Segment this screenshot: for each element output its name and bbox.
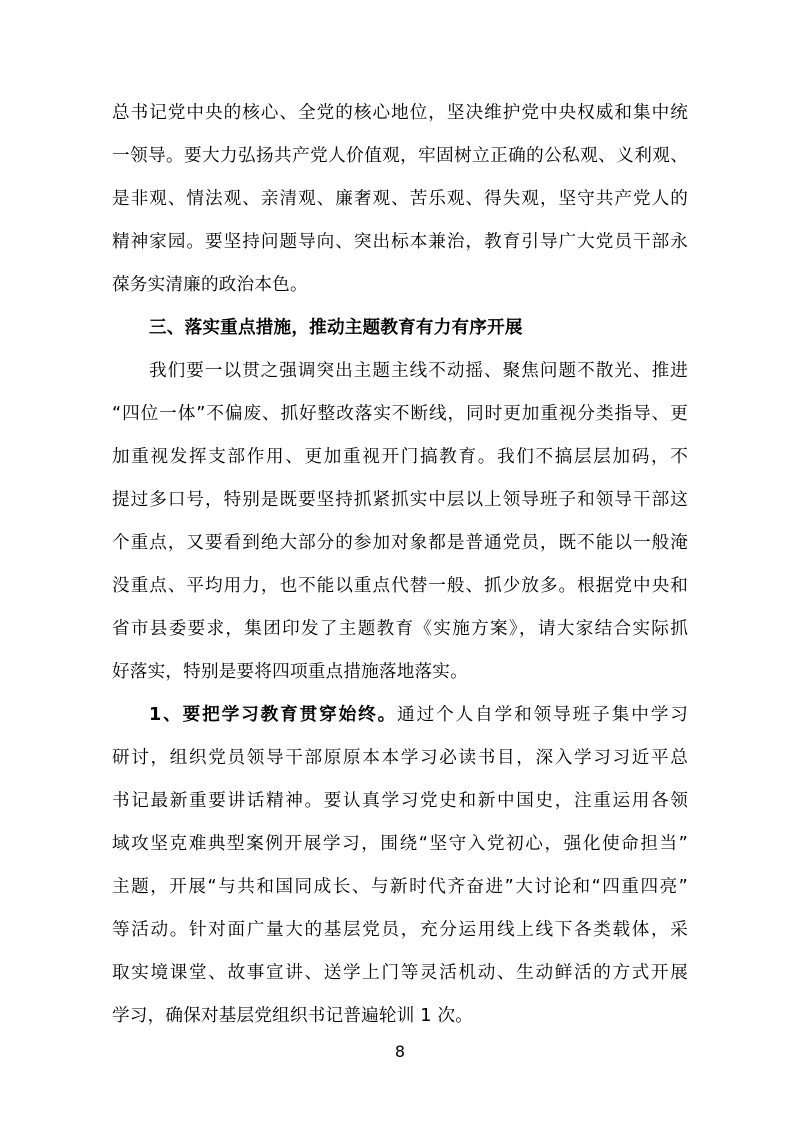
text-run: 省市县委要求，集团印发了主题教育《实施方案》，请大家结合实际抓: [112, 619, 688, 639]
body-text-line: [112, 178, 688, 221]
text-run: 没重点、平均用力，也不能以重点代替一般、抓少放多。根据党中央和: [112, 576, 688, 596]
body-text-line: [112, 436, 688, 479]
body-text-line: [112, 135, 688, 178]
body-text-line: [112, 393, 688, 436]
text-run: 主题，开展“与共和国同成长、与新时代齐奋进”大讨论和“四重四亮”: [112, 877, 688, 897]
body-text-line: [112, 565, 688, 608]
body-text-line: [112, 694, 688, 737]
body-text-line: [112, 92, 688, 135]
text-run: 提过多口号，特别是既要坚持抓紧抓实中层以上领导班子和领导干部这: [112, 490, 688, 510]
text-run: 精神家园。要坚持问题导向、突出标本兼治，教育引导广大党员干部永: [112, 232, 688, 252]
body-text-line: [112, 522, 688, 565]
body-text-line: [112, 479, 688, 522]
body-text-line: [112, 952, 688, 995]
text-run: 总书记党中央的核心、全党的核心地位，坚决维护党中央权威和集中统: [112, 103, 688, 123]
text-run: 葆务实清廉的政治本色。: [112, 275, 308, 295]
text-body: [112, 92, 688, 1038]
text-run: 学习，确保对基层党组织书记普遍轮训 1 次。: [112, 1006, 474, 1026]
body-text-line: [112, 737, 688, 780]
text-run: 我们要一以贯之强调突出主题主线不动摇、聚焦问题不散光、推进: [149, 361, 688, 381]
text-run: 一领导。要大力弘扬共产党人价值观，牢固树立正确的公私观、义利观、: [112, 146, 688, 166]
body-text-line: [112, 995, 688, 1038]
text-run: 好落实，特别是要将四项重点措施落地落实。: [112, 662, 468, 682]
body-text-line: [112, 221, 688, 264]
text-run: 通过个人自学和领导班子集中学习: [397, 705, 688, 725]
text-run: 书记最新重要讲话精神。要认真学习党史和新中国史，注重运用各领: [112, 791, 688, 811]
section-heading-line: [112, 307, 688, 350]
text-run: 域攻坚克难典型案例开展学习，围绕“坚守入党初心，强化使命担当”: [112, 834, 688, 854]
text-run: 个重点，又要看到绝大部分的参加对象都是普通党员，既不能以一般淹: [112, 533, 688, 553]
body-text-line: [112, 823, 688, 866]
text-run: 是非观、情法观、亲清观、廉奢观、苦乐观、得失观，坚守共产党人的: [112, 189, 688, 209]
body-text-line: [112, 264, 688, 307]
text-run: 加重视发挥支部作用、更加重视开门搞教育。我们不搞层层加码，不: [112, 447, 688, 467]
text-run: 等活动。针对面广量大的基层党员，充分运用线上线下各类载体，采: [112, 920, 688, 940]
body-text-line: [112, 909, 688, 952]
body-text-line: [112, 651, 688, 694]
text-run: 研讨，组织党员领导干部原原本本学习必读书目，深入学习习近平总: [112, 748, 688, 768]
body-text-line: [112, 350, 688, 393]
body-text-line: [112, 866, 688, 909]
page-number: 8: [394, 1042, 406, 1061]
text-run: “四位一体”不偏废、抓好整改落实不断线，同时更加重视分类指导、更: [112, 404, 688, 424]
body-text-line: [112, 780, 688, 823]
body-text-line: [112, 608, 688, 651]
bold-text-run: 1、要把学习教育贯穿始终。: [149, 705, 398, 725]
text-run: 取实境课堂、故事宣讲、送学上门等灵活机动、生动鲜活的方式开展: [112, 963, 688, 983]
bold-text-run: 三、落实重点措施，推动主题教育有力有序开展: [149, 318, 523, 338]
